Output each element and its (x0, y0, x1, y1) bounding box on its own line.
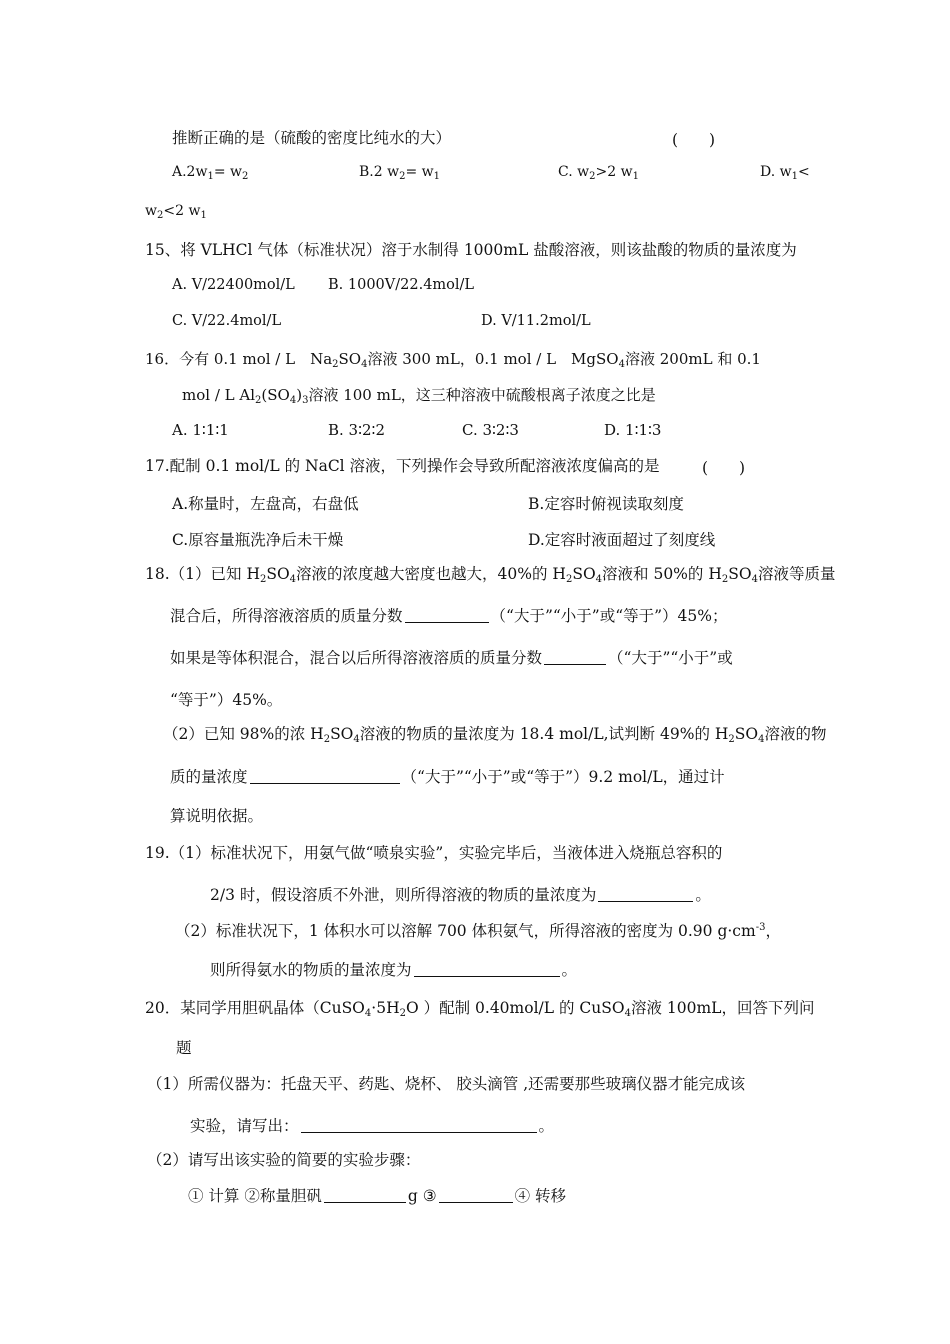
q16-option-d: D. 1∶1∶3 (604, 421, 662, 439)
q20-blank-instruments[interactable] (301, 1117, 537, 1133)
q20-line4: 实验，请写出： 。 (190, 1117, 555, 1135)
q19-line2: 2/3 时，假设溶质不外泄，则所得溶液的物质的量浓度为 。 (210, 886, 711, 904)
q18-blank-3[interactable] (250, 768, 400, 784)
q18-line4: “等于”）45%。 (170, 691, 283, 709)
q18-blank-2[interactable] (544, 649, 606, 665)
q15-stem: 15、将 VLHCl 气体（标准状况）溶于水制得 1000mL 盐酸溶液，则该盐酸的物质的量浓度为 (145, 241, 797, 259)
q15-option-d: D. V/11.2mol/L (481, 313, 591, 329)
q20-line2: 题 (176, 1039, 192, 1057)
q16-stem-line2: mol / L $Al_2(SO_4)_3$溶液 100 mL，这三种溶液中硫酸根离子浓度之比是 (182, 386, 656, 406)
q19-blank-2[interactable] (414, 961, 560, 977)
q15-option-c: C. V/22.4mol/L (172, 313, 282, 329)
q17-option-b: B.定容时俯视读取刻度 (528, 495, 684, 513)
q14-answer-paren: ( ) (672, 131, 716, 149)
q19-line1: 19.（1）标准状况下，用氨气做“喷泉实验”，实验完毕后，当液体进入烧瓶总容积的 (145, 844, 723, 862)
q19-blank-1[interactable] (598, 886, 693, 902)
q19-line3: （2）标准状况下，1 体积水可以溶解 700 体积氨气，所得溶液的密度为 0.90 $g\cdot cm^{-3}$， (175, 922, 781, 940)
q20-line5: （2）请写出该实验的简要的实验步骤： (147, 1151, 421, 1169)
q14-option-c: C. $w_2>2$ $w_1$ (558, 164, 639, 182)
q16-option-b: B. 3∶2∶2 (328, 421, 385, 439)
q16-option-a: A. 1∶1∶1 (172, 421, 229, 439)
q17-answer-paren: ( ) (702, 459, 746, 477)
q20-line3: （1）所需仪器为：托盘天平、药匙、烧杯、 胶头滴管 ,还需要那些玻璃仪器才能完成该 (147, 1075, 746, 1093)
q14-option-b: B.2 $w_2= w_1$ (359, 164, 441, 182)
q16-stem-line1: 16．今有 0.1 mol / L $Na_2SO_4$溶液 300 mL，0.1 mol / L MgSO$_4$溶液 200mL 和 0.1 (145, 350, 761, 370)
q15-option-a: A. V/22400mol/L (172, 277, 295, 293)
q14-continuation: 推断正确的是（硫酸的密度比纯水的大） (172, 129, 452, 147)
q18-line2: 混合后，所得溶液溶质的质量分数 （“大于”“小于”或“等于”）45%； (170, 607, 728, 625)
q18-line1: 18.（1）已知 $H_2SO_4$溶液的浓度越大密度也越大，40%的 $H_2SO_4$溶液和 50%的 $H_2SO_4$溶液等质量 (145, 565, 836, 585)
q19-line4: 则所得氨水的物质的量浓度为 。 (210, 961, 578, 979)
q17-option-a: A.称量时，左盘高，右盘低 (172, 495, 359, 513)
q14-option-d: D. $w_1<$ (760, 164, 810, 182)
q20-blank-step3[interactable] (439, 1187, 513, 1203)
q17-option-c: C.原容量瓶洗净后未干燥 (172, 531, 344, 549)
q17-option-d: D.定容时液面超过了刻度线 (528, 531, 716, 549)
q14-option-d-wrap: $w_2<2$ $w_1$ (145, 203, 207, 221)
q18-line3: 如果是等体积混合，混合以后所得溶液溶质的质量分数 （“大于”“小于”或 (170, 649, 733, 667)
q20-line1: 20．某同学用胆矾晶体（$CuSO_4\cdot 5H_2O$ ）配制 0.40mol/L 的 CuSO$_4$溶液 100mL，回答下列问 (145, 999, 815, 1019)
q20-line6: ① 计算 ②称量胆矾 g ③ ④ 转移 (188, 1187, 567, 1205)
q16-option-c: C. 3∶2∶3 (462, 421, 519, 439)
q14-option-a: $A.2w_1= w_2$ (172, 164, 249, 182)
q20-blank-mass[interactable] (324, 1187, 406, 1203)
q15-option-b: B. 1000V/22.4mol/L (328, 277, 475, 293)
q18-blank-1[interactable] (405, 607, 489, 623)
q18-line7: 算说明依据。 (170, 807, 264, 825)
q18-line6: 质的量浓度 （“大于”“小于”或“等于”）9.2 mol/L，通过计 (170, 768, 725, 786)
q18-line5: （2）已知 98%的浓 $H_2SO_4$溶液的物质的量浓度为 18.4 mol/L,试判断 49%的 $H_2SO_4$溶液的物 (163, 725, 827, 745)
q17-stem: 17.配制 0.1 mol/L 的 NaCl 溶液，下列操作会导致所配溶液浓度偏高的是 (145, 457, 660, 475)
